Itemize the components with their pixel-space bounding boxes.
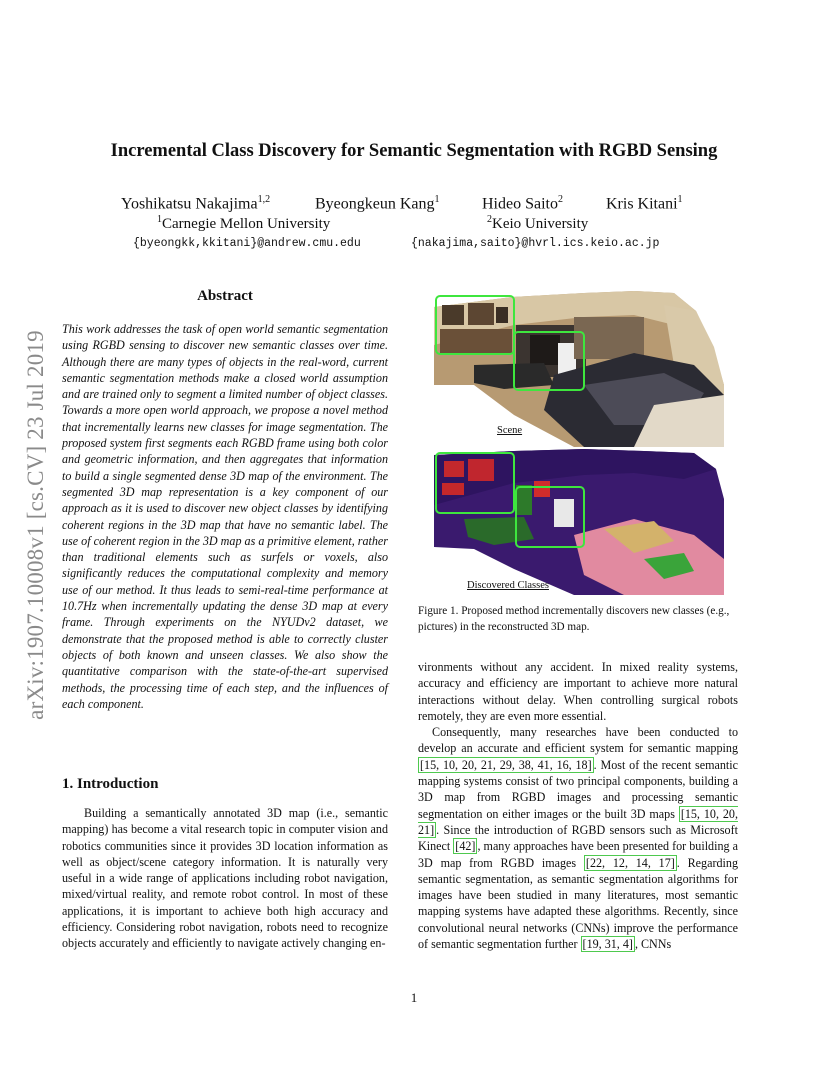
scene-image <box>434 285 724 447</box>
scene-label: Scene <box>497 425 523 436</box>
arxiv-identifier: arXiv:1907.10008v1 [cs.CV] 23 Jul 2019 <box>23 330 48 720</box>
citation-link[interactable]: [22, 12, 14, 17] <box>585 855 675 870</box>
author-name: Byeongkeun Kang$^1$ <box>315 194 440 213</box>
introduction-text: Building a semantically annotated 3D map (i.e., semantic mapping) has become a vital research topic in computer vision and robotics communities since it provides 3D location information as well as object/scene category information. It is naturally very useful in a wide range of applications including robot navigation, mixed/virtual reality, and remote robot control. In most of these applications, it is important to achieve both high accuracy and efficiency. Considering robot navigation, robots need to recognize objects accurately and efficiently to navigate actively changing en- <box>62 806 388 951</box>
citation-link[interactable]: [19, 31, 4] <box>582 937 633 952</box>
discovered-classes-image <box>434 449 724 595</box>
paragraph: vironments without any accident. In mixed reality systems, accuracy and efficiency are important to achieve more natural interactions without delay. When controlling surgical robots remotely, they are even more essential. <box>418 660 738 723</box>
author-name: Hideo Saito$^2$ <box>482 194 563 213</box>
citation-link[interactable]: [42] <box>455 839 476 854</box>
author-name: Yoshikatsu Nakajima$^{1,2}$ <box>121 194 271 213</box>
citation-link[interactable]: [15, 10, 20, 21] <box>418 806 738 837</box>
section-heading-introduction: 1. Introduction <box>62 776 159 792</box>
paper-title: Incremental Class Discovery for Semantic Segmentation with RGBD Sensing <box>110 141 718 161</box>
author-email[interactable]: {byeongkk,kkitani}@andrew.cmu.edu <box>133 237 361 250</box>
abstract-text: This work addresses the task of open world semantic segmentation using RGBD sensing to discover new semantic classes over time. Although there are many types of objects in the real-word, current semantic segmentation methods make a closed world assumption and are trained only to segment a limited number of object classes. Towards a more open world approach, we propose a novel method that incrementally learns new classes for image segmentation. The proposed system first segments each RGBD frame using both color and geometric information, and then aggregates that information to build a single segmented dense 3D map of the environment. The segmented 3D map representation is a key component of our approach as it is used to discover new object classes by identifying coherent regions in the 3D map that have no semantic label. The use of coherent region in the 3D map as a primitive element, rather than traditional elements such as surfels or voxels, also significantly reduces the computational complexity and memory use of our method. It thus leads to semi-real-time performance at 10.7Hz when incrementally updating the dense 3D map at every frame. Through experiments on the NYUDv2 dataset, we demonstrate that the proposed method is able to correctly cluster objects of both known and unseen classes. We also show the quantitative comparison with the state-of-the-art supervised methods, the processing time of each step, and the influences of each component. <box>62 322 388 711</box>
page-number: 1 <box>410 990 418 1005</box>
affiliation: $^2$Keio University <box>487 214 589 232</box>
discovered-classes-label: Discovered Classes <box>467 580 549 591</box>
citation-link[interactable]: [15, 10, 20, 21, 29, 38, 41, 16, 18] <box>420 757 592 772</box>
figure-caption: Figure 1. Proposed method incrementally discovers new classes (e.g., pictures) in the reconstructed 3D map. <box>418 605 730 633</box>
abstract-heading: Abstract <box>197 288 253 304</box>
author-name: Kris Kitani$^1$ <box>606 194 683 213</box>
author-email[interactable]: {nakajima,saito}@hvrl.ics.keio.ac.jp <box>411 237 660 250</box>
affiliation: $^1$Carnegie Mellon University <box>157 214 331 232</box>
right-column-text <box>418 659 738 952</box>
figure-1 <box>434 285 724 597</box>
paragraph: Consequently, many researches have been conducted to develop an accurate and efficient system for semantic mapping [15, 10, 20, 21, 29, 38, 41, 16, 18] . Most of the recent semantic mapping systems consist of two principal components, building a 3D map from RGBD images and processing semantic segmentation on either images or the built 3D maps [15, 10, 20, 21] . Since the introduction of RGBD sensors such as Microsoft Kinect [42] , many approaches have been presented for building a 3D map from RGBD images [22, 12, 14, 17] . Regarding semantic segmentation, as semantic segmentation algorithms for images have been studied in many literatures, most semantic mapping systems have adapted these algorithms. Recently, since convolutional neural networks (CNNs) improve the performance of semantic segmentation further [19, 31, 4] , CNNs <box>418 725 738 952</box>
